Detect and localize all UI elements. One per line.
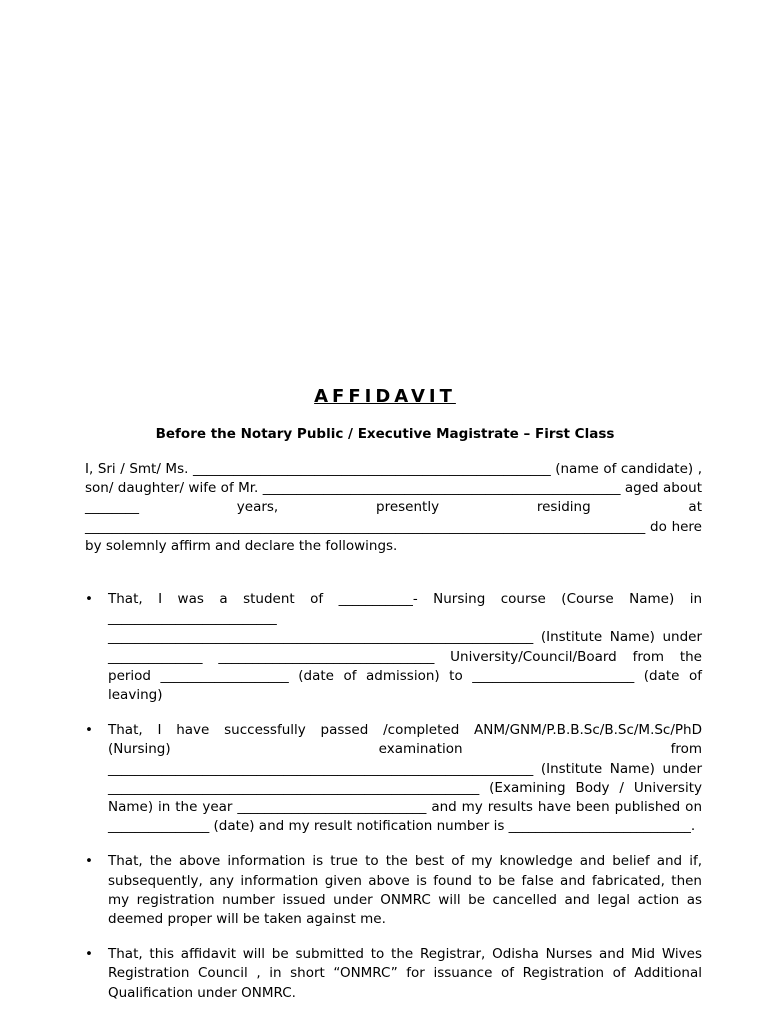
declaration-text: That, I have successfully passed /completed ANM/GNM/P.B.B.Sc/B.Sc/M.Sc/PhD (Nursing) examination from _______________________________________________________________ (Institute Name) under _______________________________________________________ (Examining Body / University Name) in the year ____________________________ and my results have been published on _______________ (date) and my result notification number is ___________________________. [108,722,702,835]
declaration-list [85,590,702,1019]
bullet-icon: • [85,722,93,739]
declaration-item [85,721,702,836]
document-title: AFFIDAVIT [314,386,456,407]
declaration-item [85,590,702,705]
declaration-item [85,852,702,929]
bullet-icon: • [85,591,93,607]
document-subtitle: Before the Notary Public / Executive Magistrate – First Class [155,426,615,442]
declaration-item [85,945,702,1003]
declaration-text: That, the above information is true to the best of my knowledge and belief and if, subsequently, any information given above is found to be false and fabricated, then my registration number issued under ONMRC will be cancelled and legal action as deemed proper will be taken against me. [108,853,702,928]
declaration-text: That, I was a student of ___________- Nursing course (Course Name) in _________________________ _______________________________________________________________ (Institute Name) under ______________ ________________________________ University/Council/Board from the period ___________________ (date of admission) to ________________________ (date of leaving) [108,591,702,704]
bullet-icon: • [85,946,93,963]
bullet-icon: • [85,853,93,870]
declaration-text: That, this affidavit will be submitted to the Registrar, Odisha Nurses and Mid Wives Registration Council , in short “ONMRC” for issuance of Registration of Additional Qualification under ONMRC. [108,946,702,1001]
intro-paragraph: I, Sri / Smt/ Ms. _____________________________________________________ (name of candidate) , son/ daughter/ wife of Mr. _____________________________________________________ aged about ________ years, presently residing at ___________________________________________________________________________________ do here by solemnly affirm and declare the followings. [85,461,702,554]
